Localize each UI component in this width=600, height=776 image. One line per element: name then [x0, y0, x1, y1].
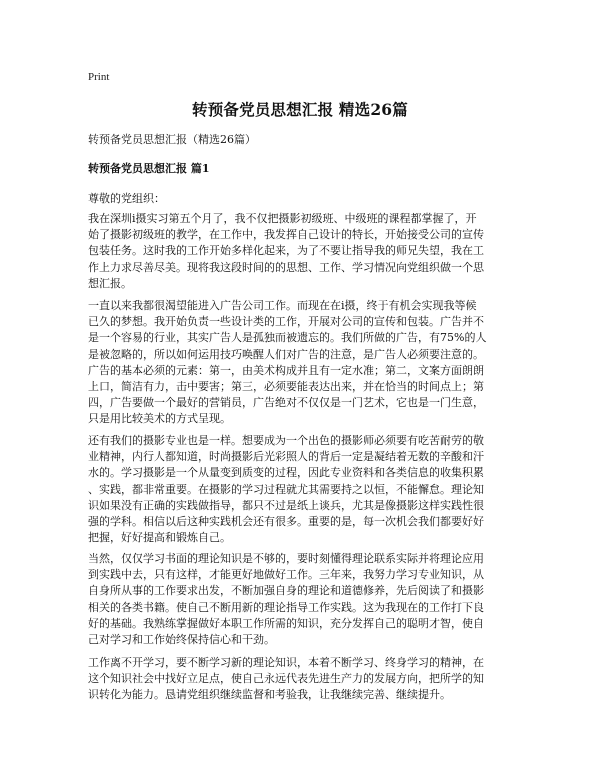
page-title: 转预备党员思想汇报 精选26篇 [192, 100, 408, 119]
print-label[interactable]: Print [88, 71, 110, 83]
body-paragraph: 一直以来我都很渴望能进入广告公司工作。而现在在i摄，终于有机会实现我等候 已久的梦想。我开始负责一些设计类的工作，开展对公司的宣传和包装。广告并不 是一个容易的行业，其实广告人是孤独而被遗忘的。我们所做的广告，有75%的人 是被忽略的，所以如何运用技巧唤醒人们对广告的注意，是广告人必须要注意的。 广告的基本必须的元素：第一，由美术构成并且有一定水准；第二，文案方面朗朗 上口，简洁有力，击中要害；第三，必须要能表达出来，并在恰当的时间点上；第 四，广告要做一个最好的营销员，广告绝对不仅仅是一门艺术，它也是一门生意， 只是用比较美术的方式呈现。 [88, 299, 487, 426]
body-paragraph: 还有我们的摄影专业也是一样。想要成为一个出色的摄影师必须要有吃苦耐劳的敬 业精神，内行人都知道，时尚摄影后光彩照人的背后一定是凝结着无数的辛酸和汗 水的。学习摄影是一个从量变到质变的过程，因此专业资料和各类信息的收集积累 、实践，都非常重要。在摄影的学习过程就尤其需要持之以恒，不能懈怠。理论知 识如果没有正确的实践做指导，都只不过是纸上谈兵，尤其是像摄影这样实践性很 强的学科。相信以后这种实践机会还有很多。重要的是，每一次机会我们都要好好 把握，好好提高和锻炼自己。 [88, 434, 484, 545]
body-paragraph: 工作离不开学习，要不断学习新的理论知识，本着不断学习、终身学习的精神，在 这个知识社会中找好立足点，使自己永远代表先进生产力的发展方向，把所学的知 识转化为能力。恳请党组织继续监督和考验我，让我继续完善、继续提升。 [88, 656, 484, 702]
salutation: 尊敬的党组织： [88, 192, 165, 205]
body-paragraph: 我在深圳i摄实习第五个月了，我不仅把摄影初级班、中级班的课程都掌握了，开 始了摄影初级班的教学，在工作中，我发挥自己设计的特长，开始接受公司的宣传 包装任务。这时我的工作开始多样化起来，为了不要让指导我的师兄失望，我在工 作上力求尽善尽美。现将我这段时间的的思想、工作、学习情况向党组织做一个思 想汇报。 [88, 212, 484, 290]
body-paragraph: 当然，仅仅学习书面的理论知识是不够的，要时刻懂得理论联系实际并将理论应用 到实践中去，只有这样，才能更好地做好工作。三年来，我努力学习专业知识，从 自身所从事的工作要求出发，不断加强自身的理论和道德修养，先后阅读了和摄影 相关的各类书籍。使自己不断用新的理论指导工作实践。这为我现在的工作打下良 好的基础。我熟练掌握做好本职工作所需的知识，充分发挥自己的聪明才智，使自 己对学习和工作始终保持信心和干劲。 [88, 552, 484, 647]
document-subtitle: 转预备党员思想汇报（精选26篇） [88, 133, 256, 146]
section-heading: 转预备党员思想汇报 篇1 [88, 162, 210, 175]
